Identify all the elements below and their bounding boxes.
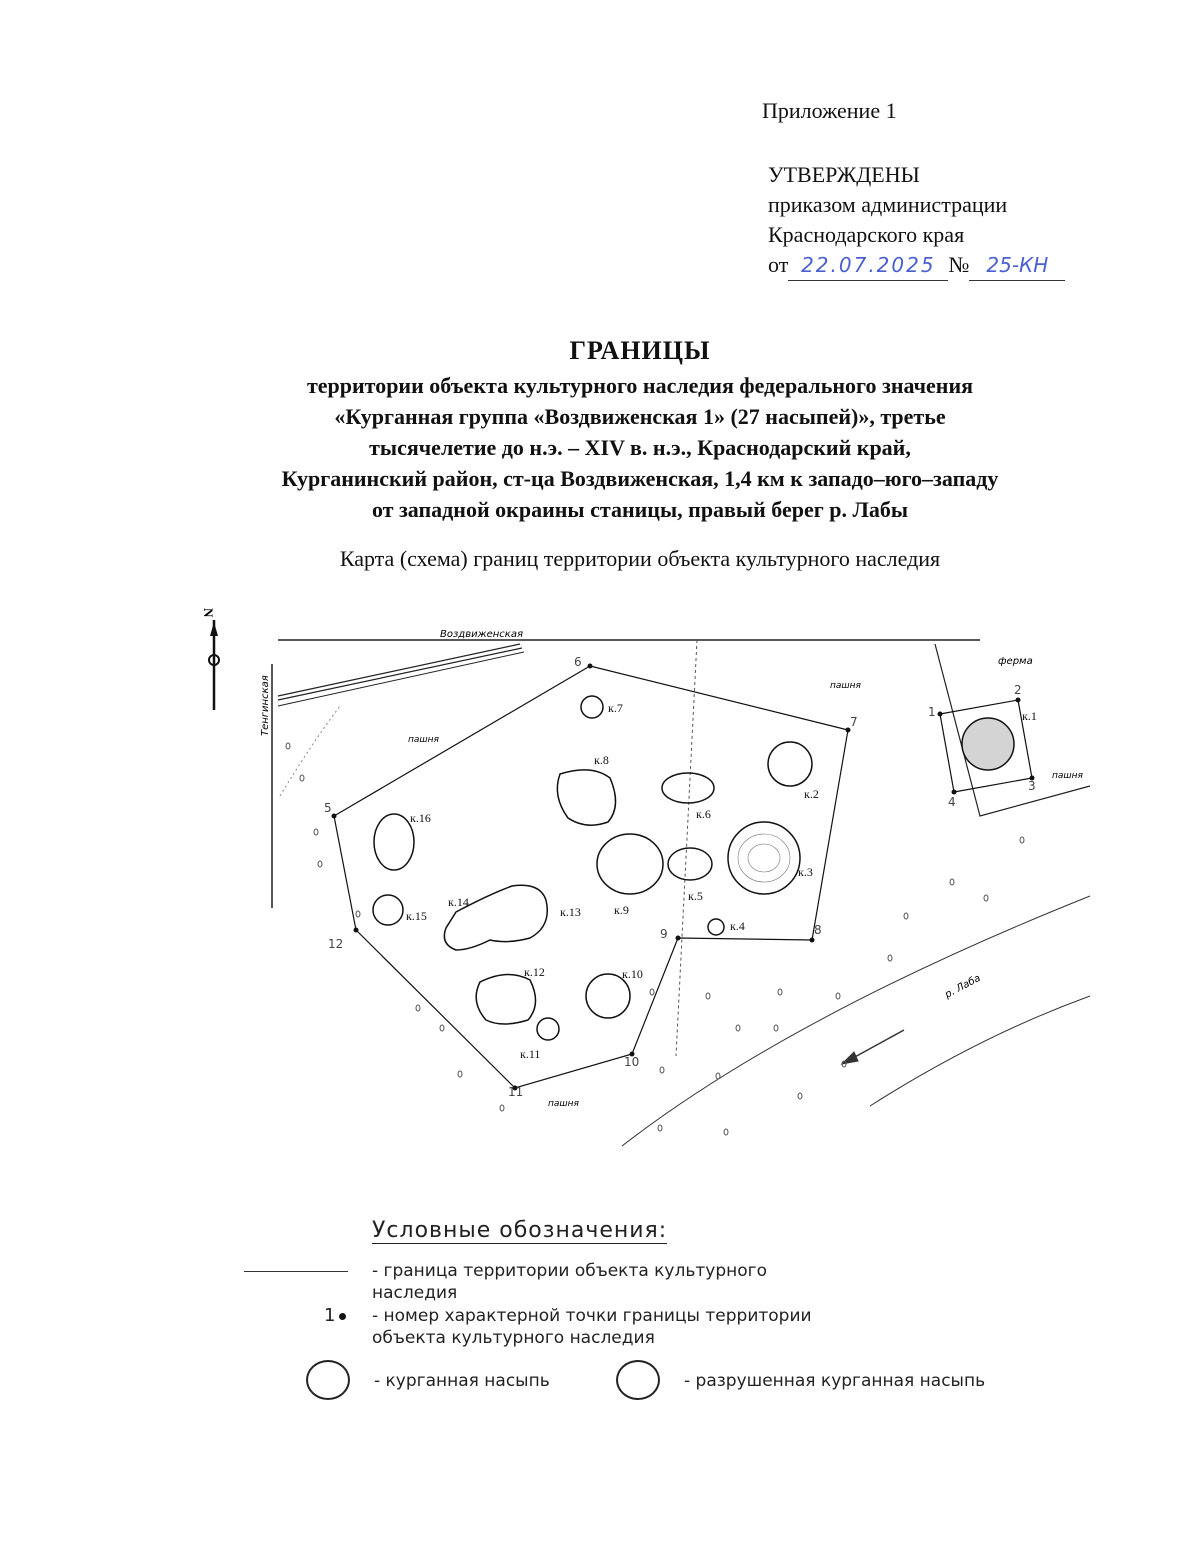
point-label-10: 10 xyxy=(624,1055,640,1069)
date-prefix: от xyxy=(768,252,789,277)
field-label-east: пашня xyxy=(1052,771,1083,781)
approved-by-line2: Краснодарского края xyxy=(768,222,965,247)
farm-outline xyxy=(935,644,1090,816)
tree-symbols xyxy=(286,743,1024,1135)
boundary-point-markers xyxy=(332,664,1035,1091)
boundary-map xyxy=(190,596,1110,1156)
mound-label-3: к.3 xyxy=(798,865,813,879)
point-label-4: 4 xyxy=(948,795,956,809)
mound-label-12: к.12 xyxy=(524,965,545,979)
mound-label-10: к.10 xyxy=(622,967,643,981)
kurgan-9-mound xyxy=(597,834,663,894)
road-north-label: Воздвиженская xyxy=(440,629,523,640)
kurgan-11-mound xyxy=(537,1018,559,1040)
mound-label-11: к.11 xyxy=(520,1047,541,1061)
mound-label-15: к.15 xyxy=(406,909,427,923)
kurgan-7-mound xyxy=(581,696,603,718)
mound-label-8: к.8 xyxy=(594,753,609,767)
point-label-11: 11 xyxy=(508,1085,524,1099)
mound-label-1: к.1 xyxy=(1022,709,1037,723)
legend-boundary-line2: наследия xyxy=(372,1283,458,1303)
mound-label-9: к.9 xyxy=(614,903,629,917)
point-label-6: 6 xyxy=(574,655,582,669)
legend-boundary-line1: - граница территории объекта культурного xyxy=(372,1261,767,1281)
legend-destroyed-mound: - разрушенная курганная насыпь xyxy=(684,1371,986,1391)
title-line-1: территории объекта культурного наследия федерального значения xyxy=(306,373,974,398)
kurgan-6-mound xyxy=(662,773,714,803)
boundary-polygon xyxy=(334,666,848,1088)
mound-label-7: к.7 xyxy=(608,701,623,715)
number-prefix: № xyxy=(948,252,970,277)
river-bank-north xyxy=(622,896,1090,1146)
order-number: 25-КН xyxy=(969,250,1065,281)
approval-block xyxy=(768,160,1065,281)
point-label-2: 2 xyxy=(1014,683,1022,697)
legend-boundary xyxy=(372,1260,767,1304)
mound-label-13: к.13 xyxy=(560,905,581,919)
boundary-point-labels xyxy=(324,655,1036,1099)
field-label-north: пашня xyxy=(830,681,861,691)
road-vozdvizhenskaya xyxy=(278,640,980,706)
point-label-12: 12 xyxy=(328,937,344,951)
legend-destroyed-mound-symbol xyxy=(616,1360,660,1400)
legend-mound: - курганная насыпь xyxy=(374,1371,550,1391)
legend-point-line2: объекта культурного наследия xyxy=(372,1328,655,1348)
legend-title: Условные обозначения: xyxy=(372,1218,668,1243)
appendix-label: Приложение 1 xyxy=(762,98,897,123)
legend-mound-symbol xyxy=(306,1360,350,1400)
kurgan-3-mound xyxy=(728,822,800,894)
mound-label-6: к.6 xyxy=(696,807,711,821)
title-line-3: тысячелетие до н.э. – XIV в. н.э., Краснодарский край, xyxy=(369,435,911,460)
kurgan-12-mound xyxy=(476,974,535,1024)
kurgan-5-mound xyxy=(668,848,712,880)
kurgan-16-mound xyxy=(374,814,414,870)
point-label-9: 9 xyxy=(660,927,668,941)
legend-point-symbol xyxy=(324,1305,346,1326)
title-main: ГРАНИЦЫ xyxy=(569,336,711,365)
field-label-west: пашня xyxy=(408,735,439,745)
kurgan-4-mound xyxy=(708,919,724,935)
mound-label-4: к.4 xyxy=(730,919,745,933)
kurgan-8-mound xyxy=(557,770,615,825)
north-label: N xyxy=(201,608,216,618)
title-line-4: Курганинский район, ст-ца Воздвиженская, 1,4 км к западо–юго–западу xyxy=(281,466,999,491)
approved-by-line1: приказом администрации xyxy=(768,192,1008,217)
road-west-label: Тенгинская xyxy=(260,675,271,736)
kurgan-15-mound xyxy=(373,895,403,925)
point-label-7: 7 xyxy=(850,715,858,729)
legend-point xyxy=(372,1305,812,1349)
point-label-3: 3 xyxy=(1028,779,1036,793)
document-title xyxy=(150,336,1130,525)
order-date: 22.07.2025 xyxy=(788,250,948,281)
river-label: р. Лаба xyxy=(943,972,983,1001)
mound-labels xyxy=(406,701,1037,1061)
point-label-8: 8 xyxy=(814,923,822,937)
mound-label-2: к.2 xyxy=(804,787,819,801)
legend-point-line1: - номер характерной точки границы территории xyxy=(372,1306,812,1326)
mound-label-5: к.5 xyxy=(688,889,703,903)
legend-point-number: 1 xyxy=(324,1305,336,1326)
mound-label-16: к.16 xyxy=(410,811,431,825)
mound-label-14: к.14 xyxy=(448,895,469,909)
farm-label: ферма xyxy=(998,656,1033,667)
order-line xyxy=(768,250,1065,281)
kurgan-mounds xyxy=(373,696,812,1040)
legend-boundary-symbol xyxy=(244,1271,348,1272)
title-line-2: «Курганная группа «Воздвиженская 1» (27 насыпей)», третье xyxy=(334,404,946,429)
kurgan-2-mound xyxy=(768,742,812,786)
north-arrow-icon xyxy=(201,608,219,710)
point-label-1: 1 xyxy=(928,705,936,719)
kurgan-1-mound xyxy=(962,718,1014,770)
point-label-5: 5 xyxy=(324,801,332,815)
map-subtitle: Карта (схема) границ территории объекта культурного наследия xyxy=(339,546,941,571)
title-line-5: от западной окраины станицы, правый берег р. Лабы xyxy=(371,497,909,522)
approved-title: УТВЕРЖДЕНЫ xyxy=(768,162,920,187)
field-label-south: пашня xyxy=(548,1099,579,1109)
